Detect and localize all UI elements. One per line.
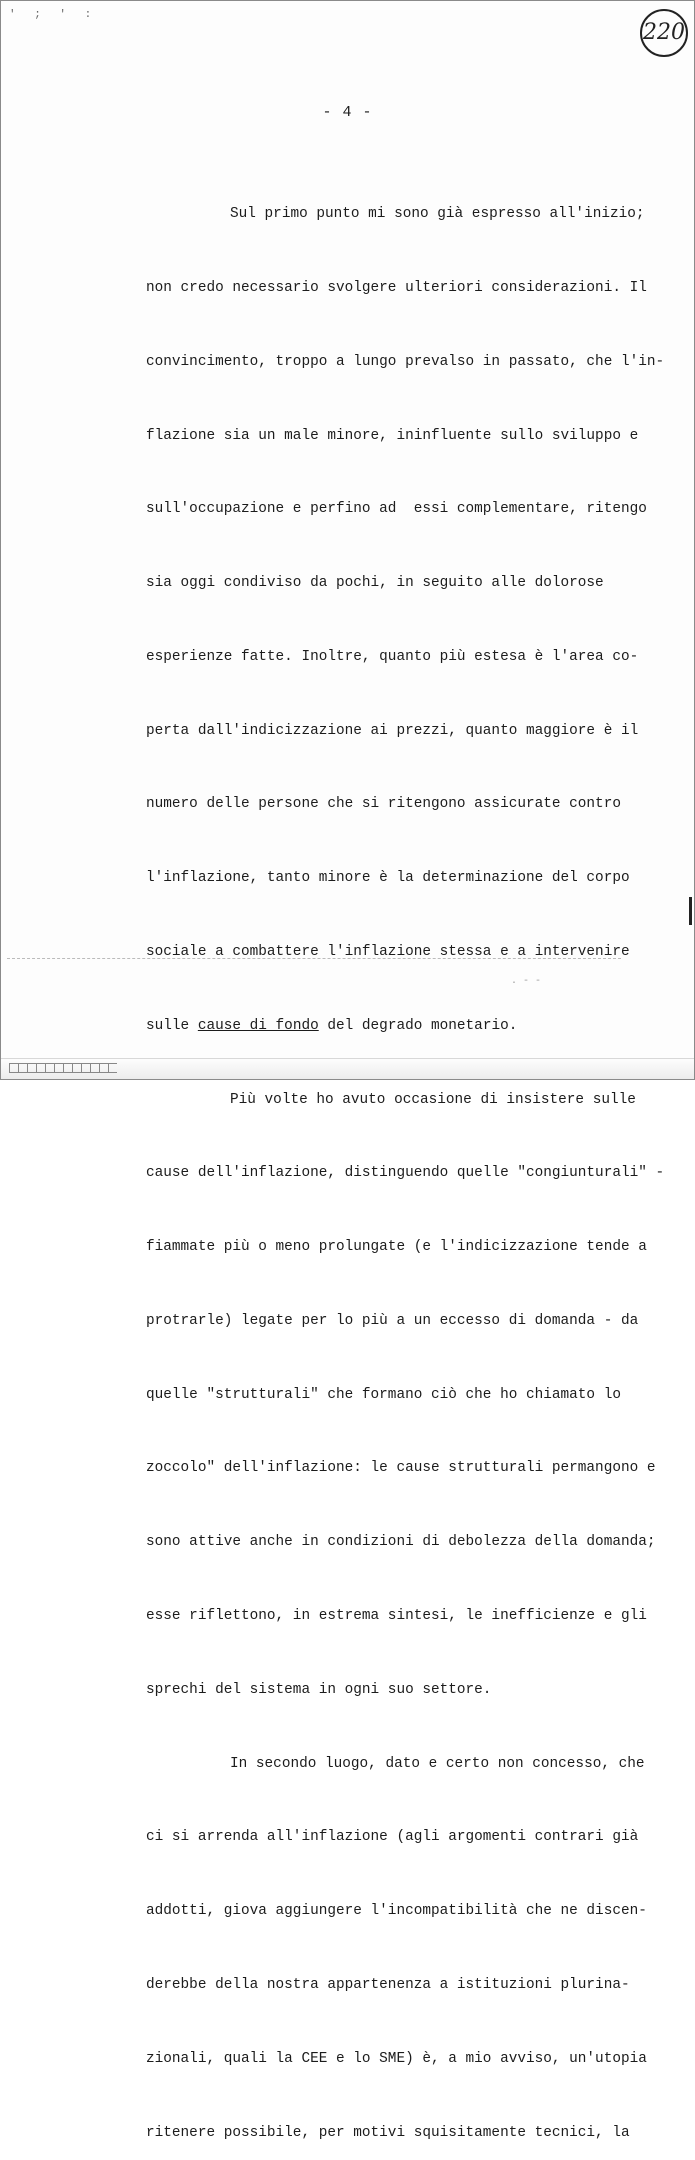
text-line: cause dell'inflazione, distinguendo quelle "congiunturali" - — [146, 1165, 665, 1182]
text-line: ritenere possibile, per motivi squisitamente tecnici, la — [146, 2124, 630, 2141]
text-fragment: sulle — [146, 1017, 198, 1034]
text-line: zionali, quali la CEE e lo SME) è, a mio avviso, un'utopia — [146, 2050, 647, 2067]
text-line: derebbe della nostra appartenenza a istituzioni plurina- — [146, 1976, 630, 1993]
page-stamp: 220 — [640, 9, 688, 57]
text-line: non credo necessario svolgere ulteriori considerazioni. Il — [146, 279, 647, 296]
corner-marks: ' ; ' : — [9, 9, 98, 21]
text-line: l'inflazione, tanto minore è la determinazione del corpo — [146, 870, 630, 887]
text-line: perta dall'indicizzazione ai prezzi, quanto maggiore è il — [146, 722, 639, 739]
body-text — [146, 153, 665, 2160]
margin-mark — [689, 897, 692, 925]
text-line: protrarle) legate per lo più a un eccesso di domanda - da — [146, 1312, 639, 1329]
text-fragment: del degrado monetario. — [318, 1017, 518, 1034]
text-line: addotti, giova aggiungere l'incompatibilità che ne discen- — [146, 1903, 647, 1920]
text-line: In secondo luogo, dato e certo non concesso, che — [230, 1755, 645, 1772]
text-line: esse riflettono, in estrema sintesi, le inefficienze e gli — [146, 1608, 647, 1625]
text-line: Sul primo punto mi sono già espresso all'inizio; — [230, 206, 645, 223]
scan-bottom-strip — [1, 1058, 694, 1079]
text-line: sia oggi condiviso da pochi, in seguito alle dolorose — [146, 575, 604, 592]
text-line: esperienze fatte. Inoltre, quanto più estesa è l'area co- — [146, 648, 639, 665]
underlined-phrase: cause di fondo — [197, 1017, 319, 1034]
scan-dashed-rule — [7, 958, 621, 959]
text-line: sprechi del sistema in ogni suo settore. — [146, 1681, 492, 1698]
text-line: sull'occupazione e perfino ad essi complementare, ritengo — [146, 501, 647, 518]
text-line: zoccolo" dell'inflazione: le cause strutturali permangono e — [146, 1460, 656, 1477]
text-line: convincimento, troppo a lungo prevalso in passato, che l'in- — [146, 353, 665, 370]
text-line-underlined — [146, 1014, 651, 1039]
text-line: sono attive anche in condizioni di debolezza della domanda; — [146, 1534, 656, 1551]
scan-ruler — [9, 1063, 117, 1073]
text-line: flazione sia un male minore, ininfluente sullo sviluppo e — [146, 427, 639, 444]
page-number: - 4 - — [322, 104, 373, 121]
text-line: fiammate più o meno prolungate (e l'indicizzazione tende a — [146, 1239, 647, 1256]
text-line: numero delle persone che si ritengono assicurate contro — [146, 796, 621, 813]
text-line: ci si arrenda all'inflazione (agli argomenti contrari già — [146, 1829, 639, 1846]
text-line: Più volte ho avuto occasione di insistere sulle — [230, 1091, 636, 1108]
text-line: sociale a combattere l'inflazione stessa e a intervenire — [146, 944, 630, 960]
footer-marks: . - - — [511, 976, 542, 987]
text-line: quelle "strutturali" che formano ciò che ho chiamato lo — [146, 1386, 621, 1403]
